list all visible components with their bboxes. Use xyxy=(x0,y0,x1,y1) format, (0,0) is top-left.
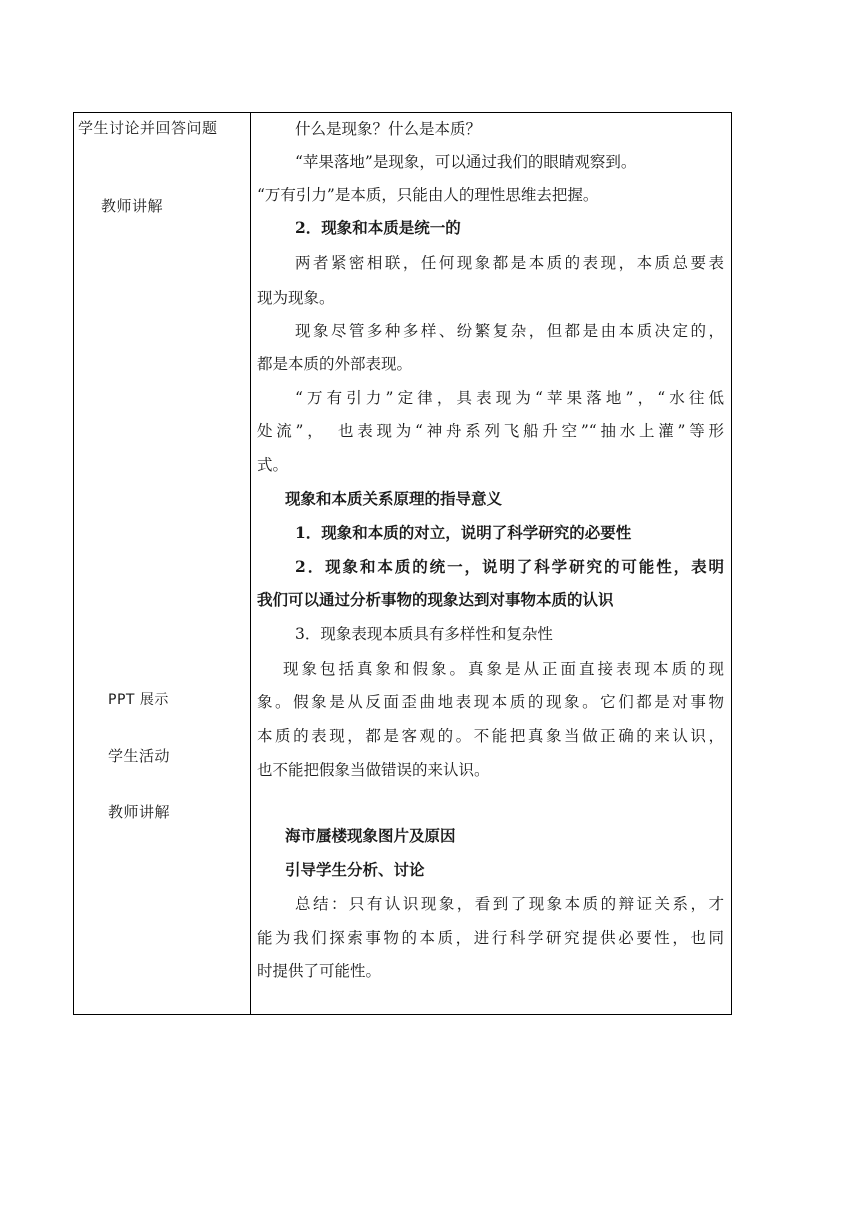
content-line: 都是本质的外部表现。 xyxy=(257,355,413,373)
content-line: 现象尽管多种多样、纷繁复杂，但都是由本质决定的， xyxy=(295,322,724,340)
section-heading: 2．现象和本质是统一的 xyxy=(295,218,461,237)
content-line: 能为我们探索事物的本质，进行科学研究提供必要性，也同 xyxy=(257,929,724,947)
content-line: “万有引力”定律，具表现为“苹果落地”，“水往低 xyxy=(295,389,724,407)
content-line: 处流”， 也表现为“神舟系列飞船升空”“抽水上灌”等形 xyxy=(257,422,724,440)
section-heading: 现象和本质关系原理的指导意义 xyxy=(285,489,503,508)
content-line: 3．现象表现本质具有多样性和复杂性 xyxy=(295,625,553,643)
activity-label-teacher-explain: 教师讲解 xyxy=(101,197,164,215)
activity-column xyxy=(74,113,250,1014)
activity-label-discussion: 学生讨论并回答问题 xyxy=(78,119,218,137)
content-column xyxy=(251,113,731,1014)
content-line: 象。假象是从反面歪曲地表现本质的现象。它们都是对事物 xyxy=(257,693,724,711)
activity-label-teacher-explain-2: 教师讲解 xyxy=(108,803,171,821)
section-heading: 海市蜃楼现象图片及原因 xyxy=(285,826,456,845)
content-line: 现为现象。 xyxy=(257,289,335,307)
section-heading: 2．现象和本质的统一，说明了科学研究的可能性，表明 xyxy=(295,557,724,576)
section-heading: 1．现象和本质的对立，说明了科学研究的必要性 xyxy=(295,523,632,542)
content-line: 式。 xyxy=(257,456,289,474)
content-line: 时提供了可能性。 xyxy=(257,962,382,980)
content-line: 两者紧密相联，任何现象都是本质的表现，本质总要表 xyxy=(295,254,724,272)
section-heading: 引导学生分析、讨论 xyxy=(285,860,425,879)
content-line: 本质的表现，都是客观的。不能把真象当做正确的来认识， xyxy=(257,727,724,745)
activity-label-ppt: PPT 展示 xyxy=(108,692,169,708)
content-line: 也不能把假象当做错误的来认识。 xyxy=(257,761,490,779)
content-line: 现象包括真象和假象。真象是从正面直接表现本质的现 xyxy=(283,660,724,678)
content-line: 什么是现象？什么是本质？ xyxy=(295,120,482,138)
content-line: 总结：只有认识现象，看到了现象本质的辩证关系，才 xyxy=(295,895,724,913)
content-line: “万有引力”是本质，只能由人的理性思维去把握。 xyxy=(257,186,599,204)
content-line: “苹果落地”是现象，可以通过我们的眼睛观察到。 xyxy=(295,153,637,171)
section-heading: 我们可以通过分析事物的现象达到对事物本质的认识 xyxy=(257,590,614,609)
activity-label-student-activity: 学生活动 xyxy=(108,747,171,765)
